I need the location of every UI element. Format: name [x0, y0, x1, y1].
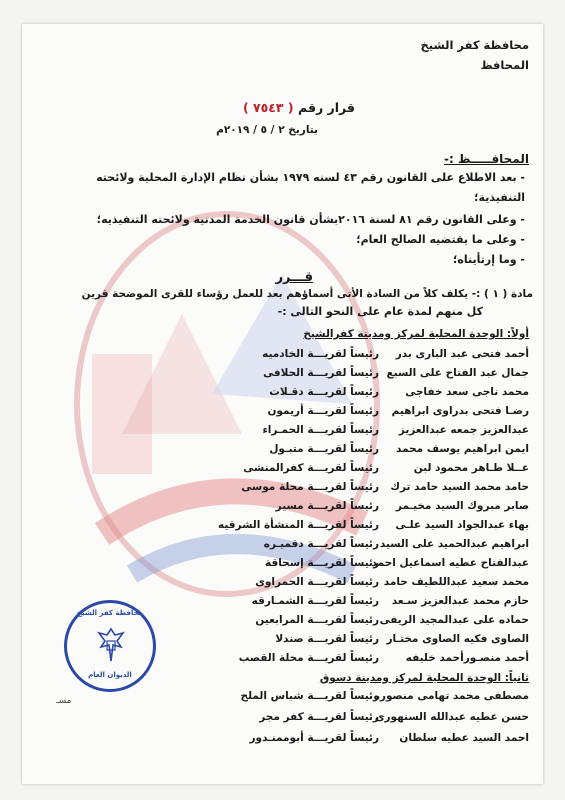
article-1-text: مادة ( ١ ) :- يكلف كلاً من السادة الأتى أسماؤهم بعد للعمل رؤساء للقرى الموضحة قرين [81, 288, 533, 300]
person-name: حسن عطيه عبدالله السنهورى [374, 711, 529, 723]
person-name: جمال عبد الفتاح على السبع [386, 367, 529, 379]
decision-title [155, 100, 355, 115]
table-row [49, 462, 529, 478]
village-position: رئيساً لقريـــة المرابعين [255, 614, 379, 626]
person-name: عــلا طـاهر محمود لبن [413, 462, 529, 474]
person-name: حامد محمد السيد حامد ترك [390, 481, 529, 493]
village-position: رئيساً لقريـــة محلة القصب [238, 652, 379, 664]
table-row [49, 443, 529, 459]
office-name: المحافظ [480, 58, 529, 72]
group-list-desouk [49, 690, 529, 760]
person-name: احمد السيد عطيه سلطان [399, 732, 529, 744]
village-position: رئيساً لقريـــة الخادميه [262, 348, 379, 360]
table-row [49, 481, 529, 497]
resolution-heading: قـــرر [275, 270, 313, 285]
table-row [49, 538, 529, 554]
village-position: رئيساً لقريـــة الحمـراء [262, 424, 379, 436]
eagle-emblem-icon [95, 625, 127, 665]
person-name: محمد سعيد عبداللطيف حامد [383, 576, 529, 588]
village-position: رئيساً لقريـــة الشمـارقه [251, 595, 379, 607]
preamble-clause-4: - وما إرتأيناه؛ [452, 253, 525, 266]
preamble-clause-1-cont: التنفيذية؛ [474, 191, 525, 204]
village-position: رئيساً لقريـــة كفرالمنشى [243, 462, 379, 474]
village-position: رئيساً لقريـــة دقميـره [263, 538, 379, 550]
person-name: ايمن ابراهيم يوسف محمد [396, 443, 529, 455]
table-row [49, 690, 529, 706]
table-row [49, 557, 529, 573]
decision-date: بتاريخ ٢ / ٥ / ٢٠١٩م [216, 124, 318, 136]
person-name: الصاوى فكيه الصاوى مختـار [386, 633, 529, 645]
village-position: رئيساً لقريـــة شباس الملح [240, 690, 379, 702]
table-row [49, 386, 529, 402]
seal-top-text: محافظة كفر الشيخ [76, 609, 144, 617]
table-row [49, 732, 529, 748]
decision-title-label: قرار رقم [298, 100, 355, 115]
village-position: رئيساً لقريـــة أريمون [267, 405, 379, 417]
person-name: بهاء عبدالجواد السيد علـى [395, 519, 529, 531]
table-row [49, 500, 529, 516]
village-position: رئيساً لقريـــة محلة موسى [241, 481, 379, 493]
group-heading-desouk: ثانياً: الوحدة المحلية لمركز ومدينة دسوق [319, 672, 529, 684]
village-position: رئيساً لقريـــة إسحاقة [265, 557, 379, 569]
person-name: عبدالفتاح عطيه اسماعيل احمد [371, 557, 529, 569]
table-row [49, 405, 529, 421]
person-name: حازم محمد عبدالعزيز سـعد [391, 595, 529, 607]
table-row [49, 576, 529, 592]
person-name: أحمد فتحى عبد البارى بدر [395, 348, 529, 360]
table-row [49, 711, 529, 727]
person-name: مصطفى محمد تهامى منصوره [373, 690, 529, 702]
seal-side-text: مسـ [56, 696, 72, 706]
seal-bottom-text: الديوان العام [88, 671, 132, 679]
village-position: رئيساً لقريـــة الحلافى [263, 367, 379, 379]
person-name: ابراهيم عبدالحميد على السيد [379, 538, 529, 550]
village-position: رئيساً لقريـــة الحمراوى [255, 576, 379, 588]
table-row [49, 424, 529, 440]
decision-number: ( ٧٥٤٣ ) [242, 100, 294, 115]
preamble-clause-3: - وعلى ما يقتضيه الصالح العام؛ [356, 233, 525, 246]
village-position: رئيساً لقريـــة أبوممنـدور [249, 732, 379, 744]
person-name: رضـا فتحى بدراوى ابراهيم [391, 405, 529, 417]
village-position: رئيساً لقريـــة مسير [275, 500, 379, 512]
village-position: رئيساً لقريـــة دقـلات [269, 386, 379, 398]
table-row [49, 348, 529, 364]
group-heading-kafr-elsheikh: أولاً: الوحدة المحلية لمركز ومدينة كفرالشيخ [303, 328, 529, 340]
person-name: محمد ناجى سعد خفاجى [405, 386, 529, 398]
village-position: رئيساً لقريـــة صندلا [275, 633, 379, 645]
document-page [22, 24, 543, 784]
table-row [49, 519, 529, 535]
table-row [49, 367, 529, 383]
person-name: أحمد منصـورأحمد خليفه [405, 652, 529, 664]
village-position: رئيساً لقريـــة المنشأة الشرقيه [218, 519, 379, 531]
governorate-name: محافظة كفر الشيخ [420, 38, 529, 52]
person-name: صابر مبروك السيد مخيـمر [395, 500, 529, 512]
preamble-clause-1: - بعد الاطلاع على القانون رقم ٤٣ لسنه ١٩٧٩ بشأن نظام الإدارة المحلية ولائحته [96, 171, 525, 184]
official-seal [64, 600, 156, 692]
article-1-text-cont: كل منهم لمدة عام على النحو التالى :- [277, 305, 483, 318]
preamble-label: المحافـــــظ :- [444, 152, 529, 166]
preamble-clause-2: - وعلى القانون رقم ٨١ لسنة ٢٠١٦بشأن قانون الخدمة المدنية ولائحته التنفيذيه؛ [96, 213, 525, 226]
person-name: عبدالعزيز جمعه عبدالعزيز [398, 424, 529, 436]
person-name: حماده على عبدالمجيد الريفى [379, 614, 529, 626]
village-position: رئيساً لقريـــة كفر مجر [259, 711, 379, 723]
village-position: رئيساً لقريـــة متبـول [269, 443, 379, 455]
